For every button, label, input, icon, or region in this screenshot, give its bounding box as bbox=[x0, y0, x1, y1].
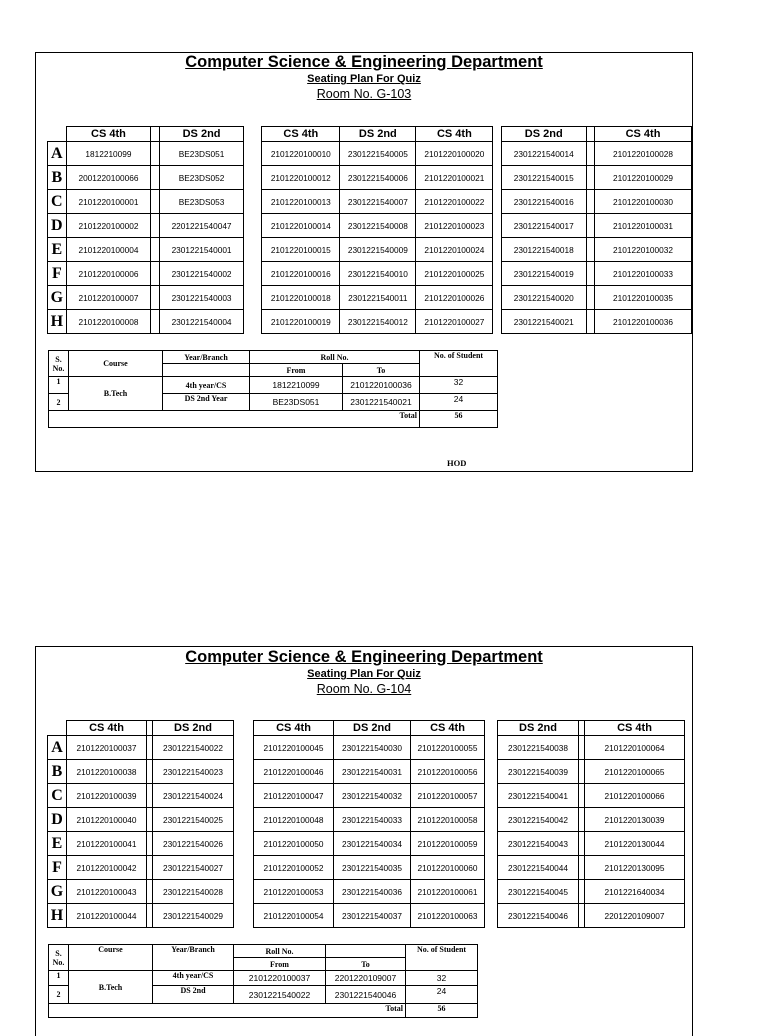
seat-cell: 2101220100015 bbox=[262, 238, 340, 262]
column-spacer bbox=[586, 310, 595, 334]
seat-cell: 2101220130044 bbox=[585, 832, 685, 856]
group-gap bbox=[244, 214, 262, 238]
seat-cell: 2101220100016 bbox=[262, 262, 340, 286]
row-label: D bbox=[48, 214, 67, 238]
group-gap bbox=[244, 238, 262, 262]
column-header: DS 2nd bbox=[498, 721, 579, 736]
column-spacer bbox=[151, 166, 160, 190]
seat-cell: 2301221540004 bbox=[159, 310, 244, 334]
column-spacer bbox=[151, 310, 160, 334]
seat-cell: 2301221540043 bbox=[498, 832, 579, 856]
seat-cell: 2301221540036 bbox=[334, 880, 411, 904]
roll-no-header: Roll No. bbox=[234, 945, 326, 958]
seat-cell: 2101220100046 bbox=[254, 760, 334, 784]
column-header: DS 2nd bbox=[153, 721, 234, 736]
seat-cell: 2101220100022 bbox=[416, 190, 493, 214]
group-gap bbox=[234, 808, 254, 832]
seat-cell: 2301221540025 bbox=[153, 808, 234, 832]
seat-cell: 2101220100042 bbox=[67, 856, 147, 880]
column-spacer bbox=[586, 214, 595, 238]
seat-row bbox=[48, 286, 692, 310]
group-gap bbox=[493, 310, 502, 334]
column-spacer bbox=[151, 238, 160, 262]
summary-table bbox=[48, 944, 478, 1018]
seat-cell: 2301221540003 bbox=[159, 286, 244, 310]
room-number: Room No. G-104 bbox=[316, 682, 412, 696]
group-gap bbox=[493, 190, 502, 214]
seating-grid bbox=[47, 720, 685, 928]
total-label: Total bbox=[49, 1004, 406, 1018]
column-spacer bbox=[151, 190, 160, 214]
group-gap bbox=[493, 286, 502, 310]
column-spacer bbox=[151, 214, 160, 238]
seat-cell: 2101220100037 bbox=[67, 736, 147, 760]
seat-cell: 2101220100010 bbox=[262, 142, 340, 166]
seat-cell: 2101220100041 bbox=[67, 832, 147, 856]
seat-cell: 2301221540008 bbox=[340, 214, 416, 238]
column-spacer bbox=[586, 190, 595, 214]
student-count-cell: 32 bbox=[406, 971, 478, 986]
year-branch-cell: 4th year/CS bbox=[153, 971, 234, 986]
seat-cell: 2301221540011 bbox=[340, 286, 416, 310]
seat-row bbox=[48, 760, 685, 784]
seat-cell: 2101220100004 bbox=[66, 238, 151, 262]
seat-cell: 2301221540005 bbox=[340, 142, 416, 166]
row-label: B bbox=[48, 760, 67, 784]
student-count-header: No. of Student bbox=[420, 351, 498, 377]
seat-cell: 1812210099 bbox=[66, 142, 151, 166]
column-header: DS 2nd bbox=[501, 127, 586, 142]
column-spacer bbox=[151, 286, 160, 310]
seating-grid-body bbox=[48, 142, 692, 334]
seat-cell: 2101220100058 bbox=[411, 808, 485, 832]
row-label: A bbox=[48, 736, 67, 760]
row-label: C bbox=[48, 784, 67, 808]
roll-from-cell: 1812210099 bbox=[250, 377, 343, 394]
student-count-header: No. of Student bbox=[406, 945, 478, 971]
row-label: C bbox=[48, 190, 67, 214]
column-header: CS 4th bbox=[411, 721, 485, 736]
seat-cell: 2301221540012 bbox=[340, 310, 416, 334]
seat-cell: 2101220100029 bbox=[595, 166, 692, 190]
column-header: CS 4th bbox=[585, 721, 685, 736]
row-label: B bbox=[48, 166, 67, 190]
group-gap bbox=[485, 808, 498, 832]
group-gap bbox=[493, 142, 502, 166]
seat-cell: 2101220130095 bbox=[585, 856, 685, 880]
to-header: To bbox=[343, 364, 420, 377]
row-label: H bbox=[48, 904, 67, 928]
column-spacer bbox=[586, 142, 595, 166]
group-gap bbox=[234, 760, 254, 784]
total-count: 56 bbox=[406, 1004, 478, 1018]
group-gap bbox=[234, 832, 254, 856]
group-gap bbox=[244, 190, 262, 214]
group-gap bbox=[234, 880, 254, 904]
seat-row bbox=[48, 238, 692, 262]
seat-cell: 2101220100027 bbox=[416, 310, 493, 334]
column-spacer bbox=[586, 238, 595, 262]
seat-cell: 2101220100032 bbox=[595, 238, 692, 262]
seat-row bbox=[48, 856, 685, 880]
seat-cell: 2101220100018 bbox=[262, 286, 340, 310]
column-header: CS 4th bbox=[66, 127, 151, 142]
seat-cell: 2101220100063 bbox=[411, 904, 485, 928]
column-spacer bbox=[151, 142, 160, 166]
seat-cell: 2101220100059 bbox=[411, 832, 485, 856]
seat-cell: 2301221540018 bbox=[501, 238, 586, 262]
seat-cell: 2101220100045 bbox=[254, 736, 334, 760]
seat-cell: 2301221540039 bbox=[498, 760, 579, 784]
column-header: DS 2nd bbox=[340, 127, 416, 142]
seat-cell: 2301221540037 bbox=[334, 904, 411, 928]
course-header: Course bbox=[69, 945, 153, 971]
seat-cell: 2101220100024 bbox=[416, 238, 493, 262]
group-gap bbox=[493, 262, 502, 286]
course-cell: B.Tech bbox=[69, 377, 163, 411]
seat-cell: 2101220100036 bbox=[595, 310, 692, 334]
seat-cell: 2301221540015 bbox=[501, 166, 586, 190]
department-title: Computer Science & Engineering Department bbox=[185, 53, 543, 71]
seat-cell: 2301221540001 bbox=[159, 238, 244, 262]
group-gap bbox=[234, 904, 254, 928]
department-title: Computer Science & Engineering Department bbox=[185, 648, 543, 666]
column-header: DS 2nd bbox=[159, 127, 244, 142]
group-gap bbox=[485, 784, 498, 808]
seat-cell: 2101220100020 bbox=[416, 142, 493, 166]
column-header: CS 4th bbox=[262, 127, 340, 142]
column-header: DS 2nd bbox=[334, 721, 411, 736]
course-cell: B.Tech bbox=[69, 971, 153, 1004]
group-gap bbox=[485, 760, 498, 784]
seat-cell: 2301221540033 bbox=[334, 808, 411, 832]
seating-grid-body bbox=[48, 736, 685, 928]
seat-cell: 2301221540041 bbox=[498, 784, 579, 808]
plan-subtitle: Seating Plan For Quiz bbox=[307, 73, 421, 85]
seat-cell: 2101220100014 bbox=[262, 214, 340, 238]
group-gap bbox=[244, 262, 262, 286]
seat-row bbox=[48, 808, 685, 832]
seat-cell: 2301221540029 bbox=[153, 904, 234, 928]
group-gap bbox=[493, 214, 502, 238]
hod-signature-label: HOD bbox=[447, 458, 467, 468]
column-spacer bbox=[586, 286, 595, 310]
seat-cell: 2101220100061 bbox=[411, 880, 485, 904]
seat-cell: 2301221540010 bbox=[340, 262, 416, 286]
to-header: To bbox=[326, 958, 406, 971]
year-branch-header: Year/Branch bbox=[153, 945, 234, 971]
seat-cell: 2301221540024 bbox=[153, 784, 234, 808]
seat-row bbox=[48, 880, 685, 904]
course-header: Course bbox=[69, 351, 163, 377]
seating-plan-sheet-g103 bbox=[35, 52, 693, 472]
seat-cell: BE23DS051 bbox=[159, 142, 244, 166]
seat-cell: 2301221540034 bbox=[334, 832, 411, 856]
seat-cell: 2301221540042 bbox=[498, 808, 579, 832]
row-label: E bbox=[48, 238, 67, 262]
seat-cell: 2301221540022 bbox=[153, 736, 234, 760]
group-gap bbox=[244, 286, 262, 310]
seat-cell: 2101220100031 bbox=[595, 214, 692, 238]
seat-row bbox=[48, 262, 692, 286]
group-gap bbox=[493, 166, 502, 190]
seat-cell: 2101220100065 bbox=[585, 760, 685, 784]
roll-to-cell: 2301221540021 bbox=[343, 394, 420, 411]
seat-cell: 2101220100001 bbox=[66, 190, 151, 214]
seat-cell: 2101220100026 bbox=[416, 286, 493, 310]
seat-cell: 2301221540017 bbox=[501, 214, 586, 238]
roll-from-cell: 2101220100037 bbox=[234, 971, 326, 986]
seating-plan-sheet-g104 bbox=[35, 646, 693, 1036]
seating-grid bbox=[47, 126, 692, 334]
roll-to-cell: 2101220100036 bbox=[343, 377, 420, 394]
row-label: A bbox=[48, 142, 67, 166]
seat-row bbox=[48, 166, 692, 190]
group-gap bbox=[485, 832, 498, 856]
seat-cell: 2301221540007 bbox=[340, 190, 416, 214]
roll-to-cell: 2201220109007 bbox=[326, 971, 406, 986]
student-count-cell: 32 bbox=[420, 377, 498, 394]
column-header: CS 4th bbox=[254, 721, 334, 736]
seat-cell: 2101220100033 bbox=[595, 262, 692, 286]
group-gap bbox=[234, 784, 254, 808]
seat-cell: 2301221540023 bbox=[153, 760, 234, 784]
year-branch-cell: 4th year/CS bbox=[163, 377, 250, 394]
group-gap bbox=[493, 238, 502, 262]
seat-cell: 2101220100028 bbox=[595, 142, 692, 166]
seat-cell: 2101220100057 bbox=[411, 784, 485, 808]
seat-cell: 2301221540035 bbox=[334, 856, 411, 880]
seat-cell: 2301221540044 bbox=[498, 856, 579, 880]
group-gap bbox=[485, 736, 498, 760]
column-header: CS 4th bbox=[595, 127, 692, 142]
seat-cell: 2101220100021 bbox=[416, 166, 493, 190]
roll-from-cell: BE23DS051 bbox=[250, 394, 343, 411]
seat-cell: 2101220100002 bbox=[66, 214, 151, 238]
seat-cell: 2001220100066 bbox=[66, 166, 151, 190]
seat-cell: 2101220100025 bbox=[416, 262, 493, 286]
row-label: G bbox=[48, 880, 67, 904]
row-label: D bbox=[48, 808, 67, 832]
seat-row bbox=[48, 214, 692, 238]
seat-cell: 2301221540026 bbox=[153, 832, 234, 856]
summary-table bbox=[48, 350, 498, 428]
seat-cell: 2101220100055 bbox=[411, 736, 485, 760]
seat-cell: 2101220100019 bbox=[262, 310, 340, 334]
seat-cell: 2101220100030 bbox=[595, 190, 692, 214]
seat-cell: 2301221540028 bbox=[153, 880, 234, 904]
seat-cell: 2301221540002 bbox=[159, 262, 244, 286]
roll-to-cell: 2301221540046 bbox=[326, 986, 406, 1004]
plan-subtitle: Seating Plan For Quiz bbox=[307, 668, 421, 680]
sno-cell: 2 bbox=[49, 394, 69, 411]
column-spacer bbox=[151, 262, 160, 286]
seat-cell: 2101220100054 bbox=[254, 904, 334, 928]
seat-row bbox=[48, 142, 692, 166]
seat-cell: 2301221540021 bbox=[501, 310, 586, 334]
total-count: 56 bbox=[420, 411, 498, 428]
seat-cell: 2101220100052 bbox=[254, 856, 334, 880]
seat-cell: 2101220100050 bbox=[254, 832, 334, 856]
seat-cell: 2301221540032 bbox=[334, 784, 411, 808]
sno-header: S. No. bbox=[49, 351, 69, 377]
roll-no-header: Roll No. bbox=[250, 351, 420, 364]
seat-cell: 2101221640034 bbox=[585, 880, 685, 904]
column-spacer bbox=[586, 166, 595, 190]
seat-row bbox=[48, 310, 692, 334]
seat-cell: 2301221540020 bbox=[501, 286, 586, 310]
seat-cell: 2101220130039 bbox=[585, 808, 685, 832]
seat-row bbox=[48, 904, 685, 928]
column-spacer bbox=[586, 262, 595, 286]
seat-cell: 2101220100012 bbox=[262, 166, 340, 190]
group-gap bbox=[244, 142, 262, 166]
row-label: F bbox=[48, 856, 67, 880]
sno-header: S. No. bbox=[49, 945, 69, 971]
seat-cell: 2301221540016 bbox=[501, 190, 586, 214]
seat-cell: 2101220100060 bbox=[411, 856, 485, 880]
seat-cell: 2101220100007 bbox=[66, 286, 151, 310]
year-branch-header: Year/Branch bbox=[163, 351, 250, 364]
group-gap bbox=[485, 856, 498, 880]
seat-cell: 2101220100056 bbox=[411, 760, 485, 784]
total-label: Total bbox=[49, 411, 420, 428]
group-gap bbox=[485, 904, 498, 928]
row-label: F bbox=[48, 262, 67, 286]
seat-cell: 2101220100006 bbox=[66, 262, 151, 286]
sno-cell: 1 bbox=[49, 377, 69, 394]
sno-cell: 1 bbox=[49, 971, 69, 986]
seat-row bbox=[48, 784, 685, 808]
roll-from-cell: 2301221540022 bbox=[234, 986, 326, 1004]
seat-cell: 2301221540038 bbox=[498, 736, 579, 760]
seat-cell: 2101220100038 bbox=[67, 760, 147, 784]
seat-cell: 2101220100035 bbox=[595, 286, 692, 310]
group-gap bbox=[234, 736, 254, 760]
seat-row bbox=[48, 190, 692, 214]
seat-cell: 2301221540009 bbox=[340, 238, 416, 262]
seat-cell: 2201221540047 bbox=[159, 214, 244, 238]
row-label: G bbox=[48, 286, 67, 310]
seat-cell: 2101220100013 bbox=[262, 190, 340, 214]
group-gap bbox=[244, 166, 262, 190]
seat-row bbox=[48, 832, 685, 856]
seat-cell: 2301221540046 bbox=[498, 904, 579, 928]
seat-cell: 2101220100053 bbox=[254, 880, 334, 904]
seat-cell: 2101220100066 bbox=[585, 784, 685, 808]
seat-row bbox=[48, 736, 685, 760]
seat-cell: BE23DS053 bbox=[159, 190, 244, 214]
seat-cell: 2301221540027 bbox=[153, 856, 234, 880]
room-number: Room No. G-103 bbox=[316, 87, 412, 101]
seat-cell: 2101220100023 bbox=[416, 214, 493, 238]
group-gap bbox=[244, 310, 262, 334]
seat-cell: 2301221540006 bbox=[340, 166, 416, 190]
from-header: From bbox=[250, 364, 343, 377]
student-count-cell: 24 bbox=[420, 394, 498, 411]
seat-cell: 2201220109007 bbox=[585, 904, 685, 928]
sno-cell: 2 bbox=[49, 986, 69, 1004]
row-label: E bbox=[48, 832, 67, 856]
group-gap bbox=[234, 856, 254, 880]
seat-cell: 2301221540031 bbox=[334, 760, 411, 784]
seat-cell: 2101220100043 bbox=[67, 880, 147, 904]
student-count-cell: 24 bbox=[406, 986, 478, 1004]
seat-cell: BE23DS052 bbox=[159, 166, 244, 190]
group-gap bbox=[485, 880, 498, 904]
seat-cell: 2101220100044 bbox=[67, 904, 147, 928]
seat-cell: 2101220100048 bbox=[254, 808, 334, 832]
column-header: CS 4th bbox=[67, 721, 147, 736]
seat-cell: 2101220100039 bbox=[67, 784, 147, 808]
year-branch-cell: DS 2nd bbox=[153, 986, 234, 1004]
from-header: From bbox=[234, 958, 326, 971]
seat-cell: 2101220100008 bbox=[66, 310, 151, 334]
seat-cell: 2101220100064 bbox=[585, 736, 685, 760]
row-label: H bbox=[48, 310, 67, 334]
seat-cell: 2301221540030 bbox=[334, 736, 411, 760]
seat-cell: 2301221540014 bbox=[501, 142, 586, 166]
seat-cell: 2301221540045 bbox=[498, 880, 579, 904]
seat-cell: 2101220100040 bbox=[67, 808, 147, 832]
column-header: CS 4th bbox=[416, 127, 493, 142]
year-branch-cell: DS 2nd Year bbox=[163, 394, 250, 411]
seat-cell: 2301221540019 bbox=[501, 262, 586, 286]
seat-cell: 2101220100047 bbox=[254, 784, 334, 808]
